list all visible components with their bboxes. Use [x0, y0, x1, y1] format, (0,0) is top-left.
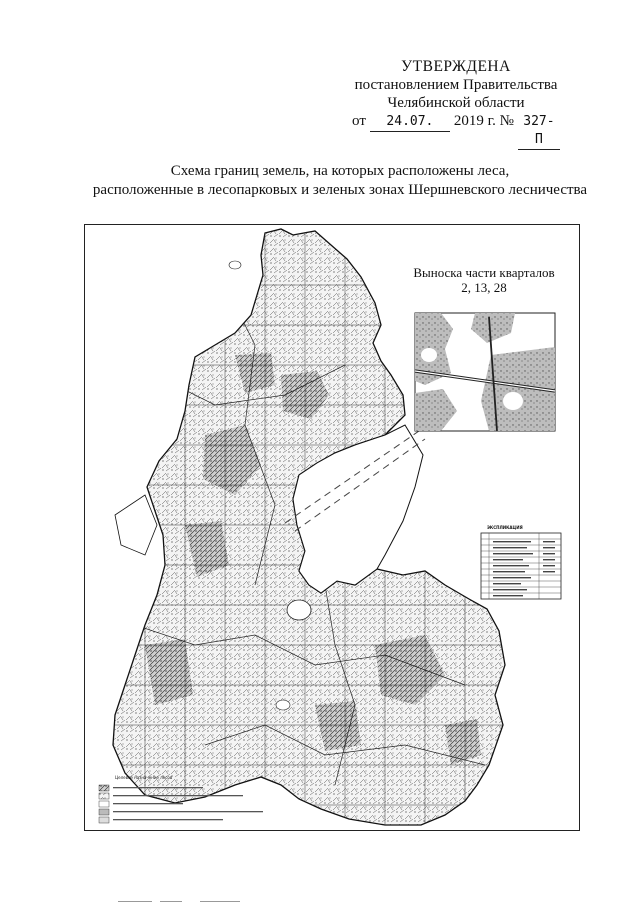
document-title-line-2: расположенные в лесопарковых и зеленых зонах Шершневского лесничества: [92, 182, 588, 198]
approval-line-1: постановлением Правительства: [354, 77, 558, 93]
approval-line-2: Челябинской области: [387, 95, 525, 111]
explication-table: [481, 533, 561, 599]
approval-stamp: [326, 58, 586, 150]
forest-purpose-legend-title: Целевое назначение лесов: [115, 775, 173, 780]
inset-map: [415, 313, 555, 431]
document-title-line-1: Схема границ земель, на которых расположены леса,: [170, 163, 510, 179]
lake: [287, 600, 311, 620]
approval-year: 2019 г. №: [453, 113, 514, 129]
footer-marks: [0, 897, 640, 905]
date-prefix: от: [352, 113, 366, 129]
inset-title-line-1: Выноска части кварталов: [413, 265, 555, 280]
forest-map: [84, 224, 580, 831]
approval-number: 327-П: [518, 113, 560, 150]
inset-title: [399, 265, 569, 295]
approval-date-line: [326, 112, 586, 150]
approval-date: 24.07.: [370, 113, 450, 132]
approval-heading: УТВЕРЖДЕНА: [401, 58, 511, 75]
inset-title-line-2: 2, 13, 28: [461, 280, 507, 295]
document-title: [60, 162, 620, 200]
explication-title: ЭКСПЛИКАЦИЯ: [487, 525, 523, 530]
